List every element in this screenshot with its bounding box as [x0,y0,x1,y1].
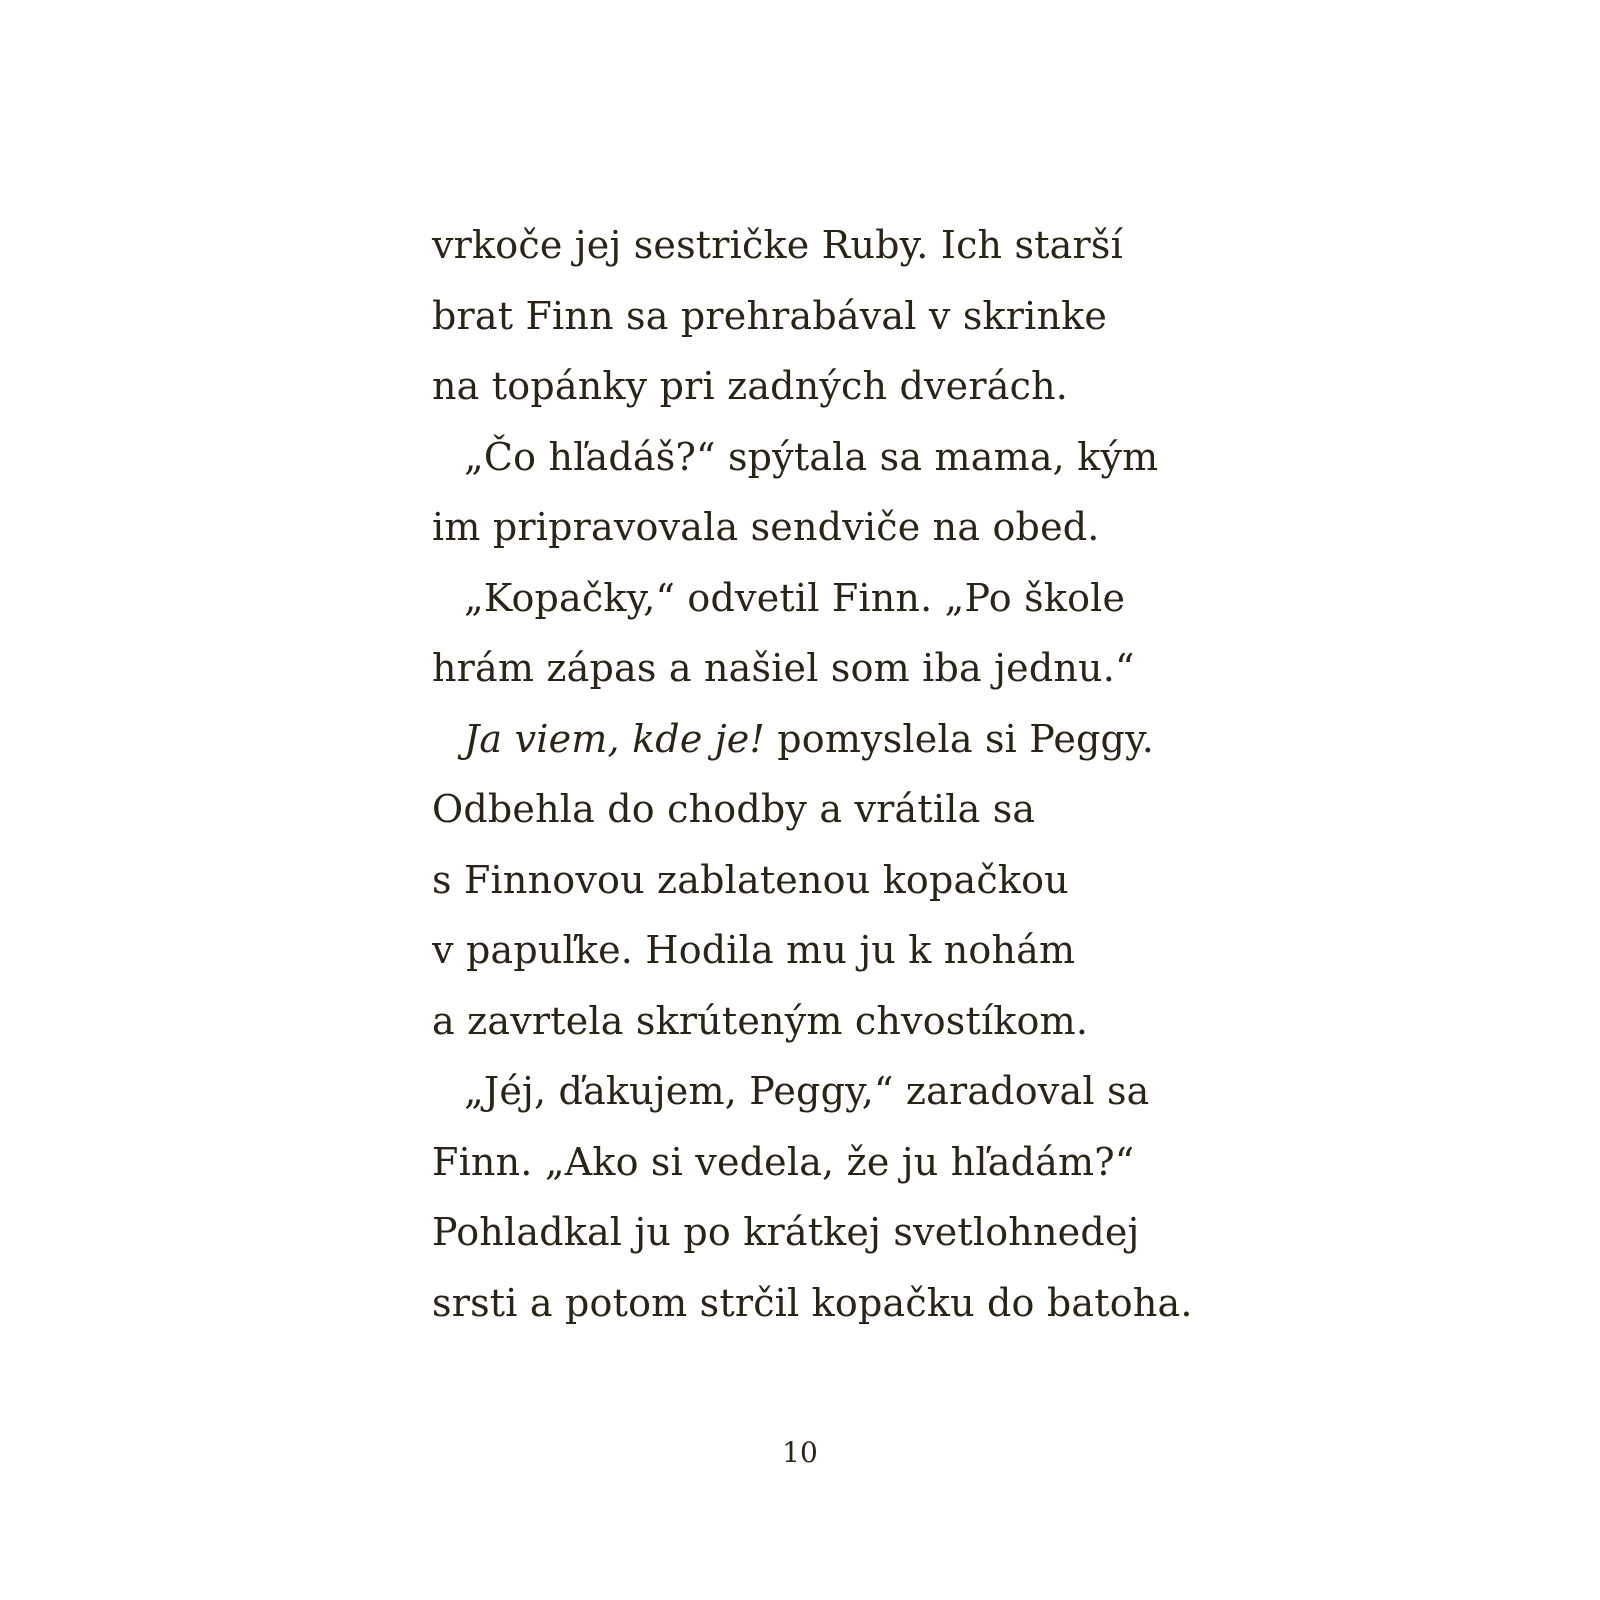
text-line: vrkoče jej sestričke Ruby. Ich starší [432,223,1123,267]
page-number: 10 [782,1436,818,1469]
text-line: „Kopačky,“ odvetil Finn. „Po škole [464,575,1126,620]
text-line: im pripravovala sendviče na obed. [432,505,1100,549]
body-text [432,210,1192,1338]
text-line-rest: pomyslela si Peggy. [764,716,1154,761]
italic-thought: Ja viem, kde je! [464,716,765,761]
text-line: s Finnovou zablatenou kopačkou [432,857,1069,902]
text-line: v papuľke. Hodila mu ju k nohám [432,928,1076,972]
text-line: „Čo hľadáš?“ spýtala sa mama, kým [464,434,1159,479]
text-line: a zavrtela skrúteným chvostíkom. [432,998,1089,1043]
text-line: hrám zápas a našiel som iba jednu.“ [432,646,1135,690]
text-line: na topánky pri zadných dverách. [432,364,1069,408]
text-line: srsti a potom strčil kopačku do batoha. [432,1280,1193,1325]
text-line: Pohladkal ju po krátkej svetlohnedej [432,1210,1140,1254]
text-line: „Jéj, ďakujem, Peggy,“ zaradoval sa [464,1069,1150,1113]
text-line: Finn. „Ako si vedela, že ju hľadám?“ [432,1139,1135,1184]
text-line-with-italic [432,704,1192,775]
text-line: Odbehla do chodby a vrátila sa [432,787,1036,831]
text-line: brat Finn sa prehrabával v skrinke [432,293,1108,338]
